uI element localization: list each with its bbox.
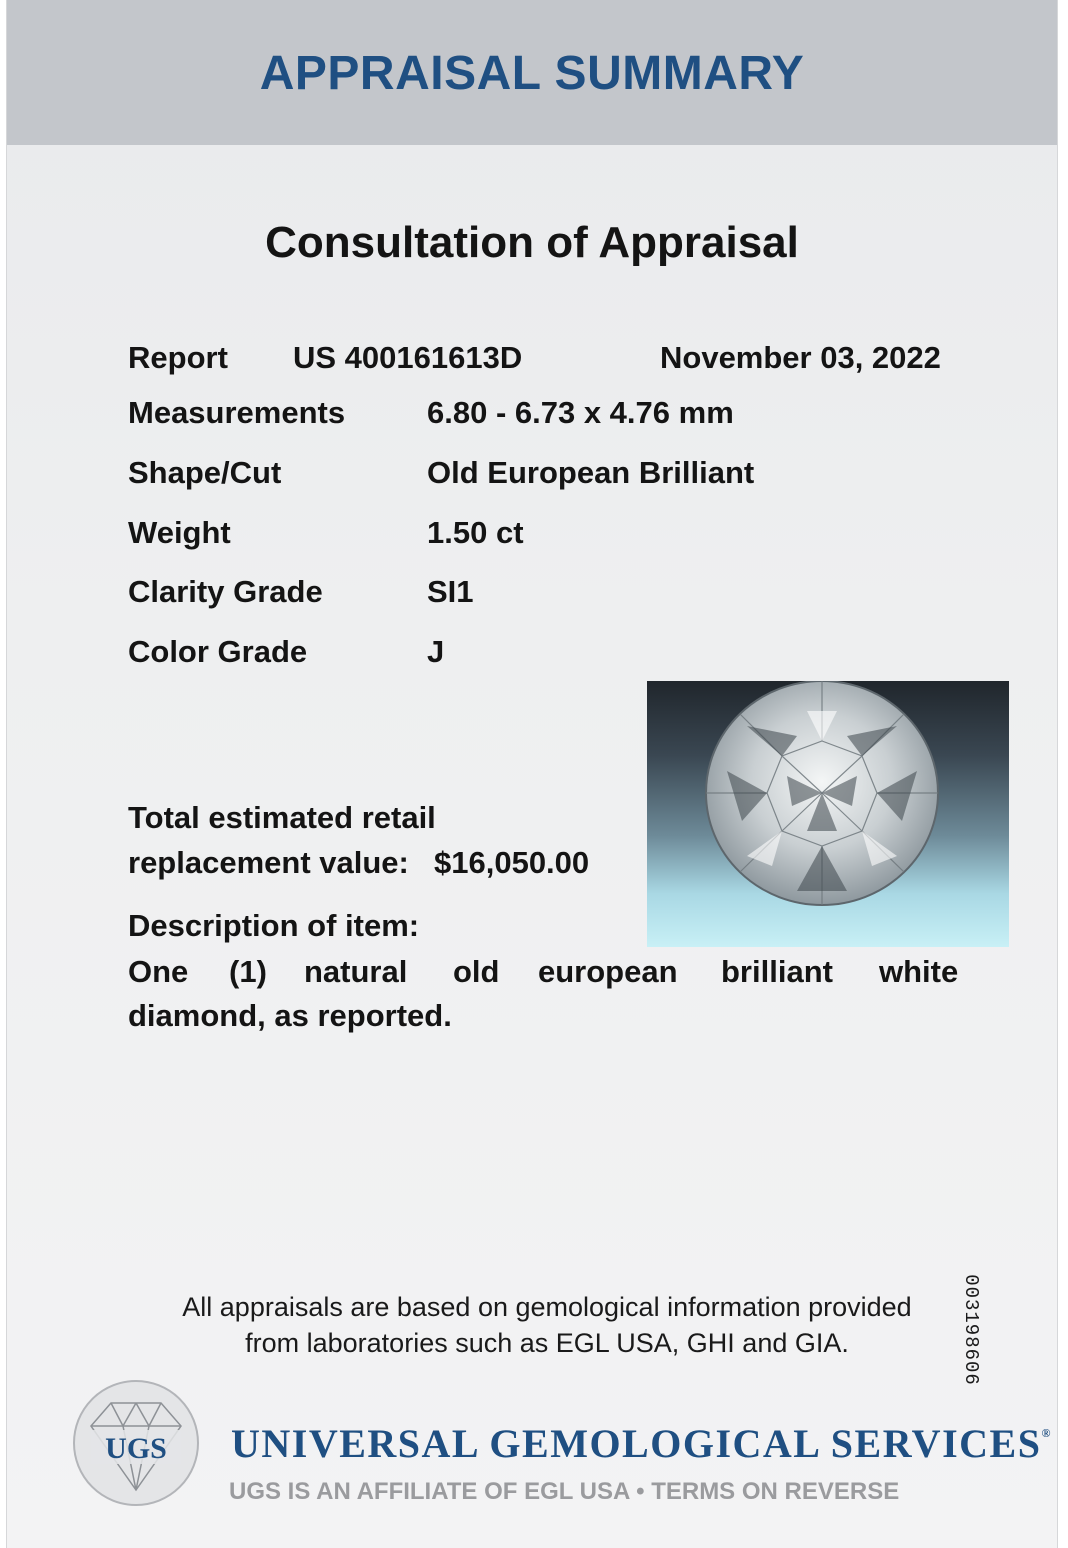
- report-number: US 400161613D: [293, 340, 523, 375]
- ugs-diamond-logo-icon: [71, 1378, 201, 1508]
- company-name: [231, 1420, 1052, 1467]
- description-word: european: [538, 954, 678, 989]
- tagline: UGS IS AN AFFILIATE OF EGL USA • TERMS ON REVERSE: [229, 1478, 900, 1505]
- clarity-grade-label: Clarity Grade: [128, 574, 323, 609]
- description-word: white: [879, 954, 959, 989]
- color-grade-label: Color Grade: [128, 634, 308, 669]
- color-grade-value: J: [427, 634, 445, 669]
- diamond-photo: [647, 681, 1009, 947]
- measurements-value: 6.80 - 6.73 x 4.76 mm: [427, 395, 734, 430]
- valuation-line1: Total estimated retail: [128, 800, 436, 835]
- description-word: natural: [304, 954, 408, 989]
- description-word: One: [128, 954, 189, 989]
- header-title: APPRAISAL SUMMARY: [259, 47, 805, 100]
- valuation-line2-label: replacement value:: [128, 845, 409, 880]
- description-line2: diamond, as reported.: [128, 998, 452, 1033]
- company-name-text: UNIVERSAL GEMOLOGICAL SERVICES: [231, 1421, 1042, 1466]
- valuation-amount: $16,050.00: [434, 845, 590, 880]
- serial-number: 003198606: [960, 1274, 982, 1386]
- diamond-photo-icon: [647, 681, 1009, 947]
- appraisal-card: [6, 0, 1058, 1548]
- weight-label: Weight: [128, 515, 231, 550]
- description-word: old: [453, 954, 500, 989]
- description-heading: Description of item:: [128, 908, 420, 943]
- registered-mark: ®: [1041, 1426, 1052, 1440]
- shape-cut-label: Shape/Cut: [128, 455, 282, 490]
- logo-text: UGS: [105, 1432, 167, 1465]
- disclaimer-line1: All appraisals are based on gemological information provided: [182, 1292, 912, 1322]
- report-label: Report: [128, 340, 228, 375]
- header-band: [7, 0, 1057, 145]
- report-date: November 03, 2022: [660, 340, 941, 375]
- disclaimer-line2: from laboratories such as EGL USA, GHI and GIA.: [245, 1328, 849, 1358]
- description-word: brilliant: [721, 954, 833, 989]
- measurements-label: Measurements: [128, 395, 346, 430]
- shape-cut-value: Old European Brilliant: [427, 455, 755, 490]
- section-title: Consultation of Appraisal: [265, 218, 799, 267]
- clarity-grade-value: SI1: [427, 574, 474, 609]
- description-word: (1): [229, 954, 267, 989]
- weight-value: 1.50 ct: [427, 515, 524, 550]
